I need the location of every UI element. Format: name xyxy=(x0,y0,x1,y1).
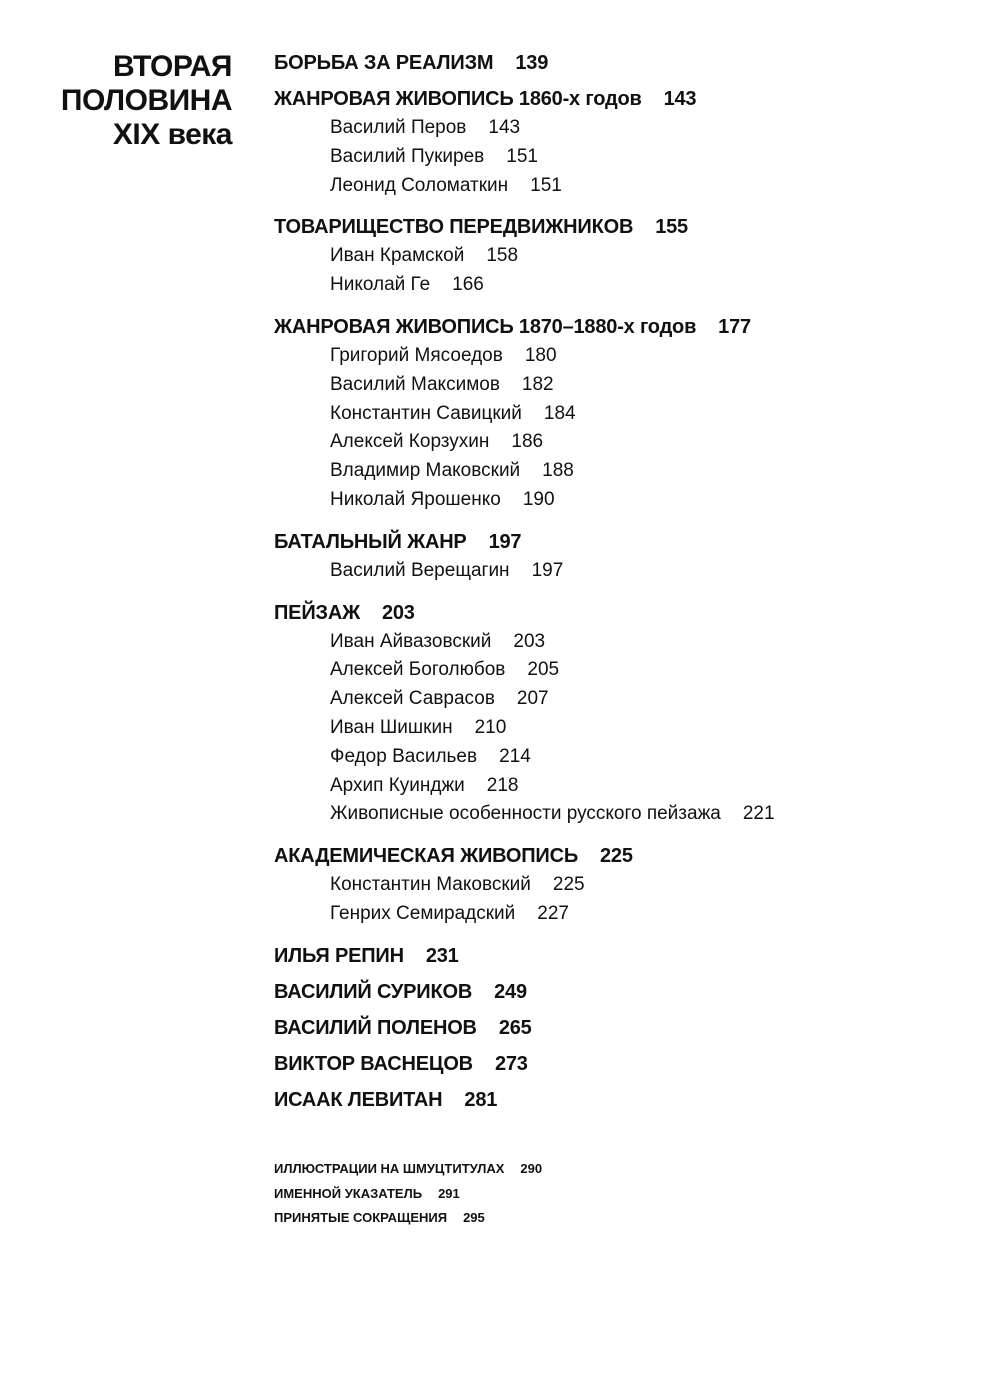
entry-name: Григорий Мясоедов xyxy=(330,344,503,366)
table-of-contents xyxy=(274,48,974,1121)
toc-section xyxy=(274,312,974,515)
toc-section xyxy=(274,527,974,586)
entry-name: Алексей Боголюбов xyxy=(330,659,506,681)
toc-entry[interactable] xyxy=(274,428,974,457)
appendix-list xyxy=(274,1157,542,1231)
appendix-title: ПРИНЯТЫЕ СОКРАЩЕНИЯ xyxy=(274,1210,448,1225)
appendix-title: ИМЕННОЙ УКАЗАТЕЛЬ xyxy=(274,1185,423,1201)
entry-name: Генрих Семирадский xyxy=(330,902,516,924)
entry-page-number: 151 xyxy=(530,174,562,196)
entry-name: Архип Куинджи xyxy=(330,774,465,796)
toc-entry[interactable] xyxy=(274,143,974,172)
toc-section xyxy=(274,212,974,300)
section-page-number: 203 xyxy=(381,601,415,624)
appendix-page-number: 291 xyxy=(438,1185,460,1201)
section-heading[interactable] xyxy=(274,1013,974,1043)
toc-entry[interactable] xyxy=(274,114,974,143)
section-title: ТОВАРИЩЕСТВО ПЕРЕДВИЖНИКОВ xyxy=(274,216,634,239)
section-title: БОРЬБА ЗА РЕАЛИЗМ xyxy=(274,52,494,74)
entry-name: Алексей Саврасов xyxy=(330,688,495,710)
appendix-entry[interactable] xyxy=(274,1206,542,1231)
section-heading[interactable] xyxy=(274,1049,974,1079)
toc-entry[interactable] xyxy=(274,271,974,300)
toc-section xyxy=(274,48,974,78)
entry-page-number: 188 xyxy=(542,460,574,482)
toc-entry[interactable] xyxy=(274,371,974,400)
part-title-line: ВТОРАЯ xyxy=(112,50,232,83)
toc-entry[interactable] xyxy=(274,457,974,486)
entry-page-number: 207 xyxy=(516,688,549,710)
entry-name: Леонид Соломаткин xyxy=(330,174,509,196)
section-heading[interactable] xyxy=(274,977,974,1007)
entry-name: Алексей Корзухин xyxy=(330,431,490,453)
toc-entry[interactable] xyxy=(274,656,974,685)
toc-entry[interactable] xyxy=(274,685,974,714)
section-page-number: 143 xyxy=(663,88,697,110)
toc-entry[interactable] xyxy=(274,743,974,772)
entry-name: Василий Пукирев xyxy=(330,145,485,167)
toc-entry[interactable] xyxy=(274,242,974,271)
toc-section xyxy=(274,598,974,830)
section-title: ЖАНРОВАЯ ЖИВОПИСЬ 1870–1880-х годов xyxy=(274,315,697,338)
entry-page-number: 203 xyxy=(513,630,546,652)
entry-name: Николай Ге xyxy=(330,274,431,296)
entry-page-number: 180 xyxy=(524,344,557,366)
entry-name: Василий Перов xyxy=(330,117,467,138)
entry-page-number: 205 xyxy=(527,659,560,681)
entry-name: Василий Верещагин xyxy=(330,559,510,581)
entry-page-number: 158 xyxy=(486,245,519,267)
entry-page-number: 218 xyxy=(486,774,519,796)
appendix-entry[interactable] xyxy=(274,1157,542,1182)
entry-name: Константин Маковский xyxy=(330,874,531,896)
entry-page-number: 166 xyxy=(452,274,484,296)
toc-section xyxy=(274,977,974,1007)
toc-section xyxy=(274,1085,974,1115)
toc-section xyxy=(274,841,974,929)
toc-entry[interactable] xyxy=(274,400,974,429)
toc-section xyxy=(274,1013,974,1043)
entry-name: Владимир Маковский xyxy=(330,460,521,482)
toc-entry[interactable] xyxy=(274,486,974,515)
section-title: ИЛЬЯ РЕПИН xyxy=(274,944,404,967)
section-heading[interactable] xyxy=(274,598,974,628)
entry-name: Федор Васильев xyxy=(330,745,478,767)
section-title: ВАСИЛИЙ СУРИКОВ xyxy=(274,980,473,1003)
entry-name: Василий Максимов xyxy=(330,373,500,395)
section-page-number: 265 xyxy=(498,1016,532,1039)
appendix-entry[interactable] xyxy=(274,1182,542,1207)
section-title: ВАСИЛИЙ ПОЛЕНОВ xyxy=(274,1016,477,1039)
entry-name: Иван Крамской xyxy=(330,245,465,267)
part-title-line: ПОЛОВИНА xyxy=(60,84,232,117)
entry-page-number: 143 xyxy=(488,117,521,138)
entry-page-number: 210 xyxy=(474,716,507,738)
toc-entry[interactable] xyxy=(274,628,974,657)
section-heading[interactable] xyxy=(274,84,974,114)
entry-page-number: 197 xyxy=(531,559,564,581)
section-title: ВИКТОР ВАСНЕЦОВ xyxy=(274,1052,473,1075)
entry-page-number: 221 xyxy=(742,803,775,825)
part-title xyxy=(40,50,232,152)
section-page-number: 155 xyxy=(655,216,688,239)
section-page-number: 231 xyxy=(425,944,459,967)
entry-name: Константин Савицкий xyxy=(330,402,522,424)
toc-entry[interactable] xyxy=(274,871,974,900)
part-title-line: XIX века xyxy=(112,118,232,151)
toc-section xyxy=(274,84,974,200)
toc-section xyxy=(274,1049,974,1079)
toc-entry[interactable] xyxy=(274,900,974,929)
section-heading[interactable] xyxy=(274,48,974,78)
section-heading[interactable] xyxy=(274,841,974,871)
section-title: АКАДЕМИЧЕСКАЯ ЖИВОПИСЬ xyxy=(274,845,578,868)
entry-page-number: 225 xyxy=(552,874,585,896)
appendix-page-number: 290 xyxy=(520,1161,543,1176)
toc-entry[interactable] xyxy=(274,172,974,201)
entry-page-number: 151 xyxy=(506,145,538,167)
entry-page-number: 184 xyxy=(543,402,576,424)
section-heading[interactable] xyxy=(274,941,974,971)
toc-entry[interactable] xyxy=(274,714,974,743)
appendix-title: ИЛЛЮСТРАЦИИ НА ШМУЦТИТУЛАХ xyxy=(274,1161,505,1176)
section-page-number: 281 xyxy=(464,1088,498,1111)
entry-name: Николай Ярошенко xyxy=(330,488,501,510)
section-page-number: 139 xyxy=(515,52,549,74)
toc-entry[interactable] xyxy=(274,557,974,586)
section-title: ЖАНРОВАЯ ЖИВОПИСЬ 1860-х годов xyxy=(274,88,642,110)
section-title: БАТАЛЬНЫЙ ЖАНР xyxy=(274,530,467,553)
toc-section xyxy=(274,941,974,971)
toc-entry[interactable] xyxy=(274,342,974,371)
section-title: ПЕЙЗАЖ xyxy=(274,601,360,624)
entry-page-number: 227 xyxy=(537,902,569,924)
entry-page-number: 182 xyxy=(521,373,554,395)
section-page-number: 249 xyxy=(494,980,527,1003)
section-page-number: 225 xyxy=(600,845,633,868)
section-title: ИСААК ЛЕВИТАН xyxy=(274,1088,443,1111)
entry-page-number: 186 xyxy=(511,431,544,453)
toc-entry[interactable] xyxy=(274,772,974,801)
section-heading[interactable] xyxy=(274,1085,974,1115)
section-page-number: 177 xyxy=(718,315,751,338)
entry-name: Живописные особенности русского пейзажа xyxy=(330,803,721,825)
entry-name: Иван Шишкин xyxy=(330,716,453,738)
toc-entry[interactable] xyxy=(274,800,974,829)
appendix-page-number: 295 xyxy=(463,1210,485,1225)
entry-page-number: 190 xyxy=(522,488,555,510)
section-heading[interactable] xyxy=(274,312,974,342)
section-heading[interactable] xyxy=(274,212,974,242)
section-page-number: 273 xyxy=(494,1052,528,1075)
section-page-number: 197 xyxy=(488,530,522,553)
section-heading[interactable] xyxy=(274,527,974,557)
entry-name: Иван Айвазовский xyxy=(330,630,492,652)
entry-page-number: 214 xyxy=(499,745,531,767)
